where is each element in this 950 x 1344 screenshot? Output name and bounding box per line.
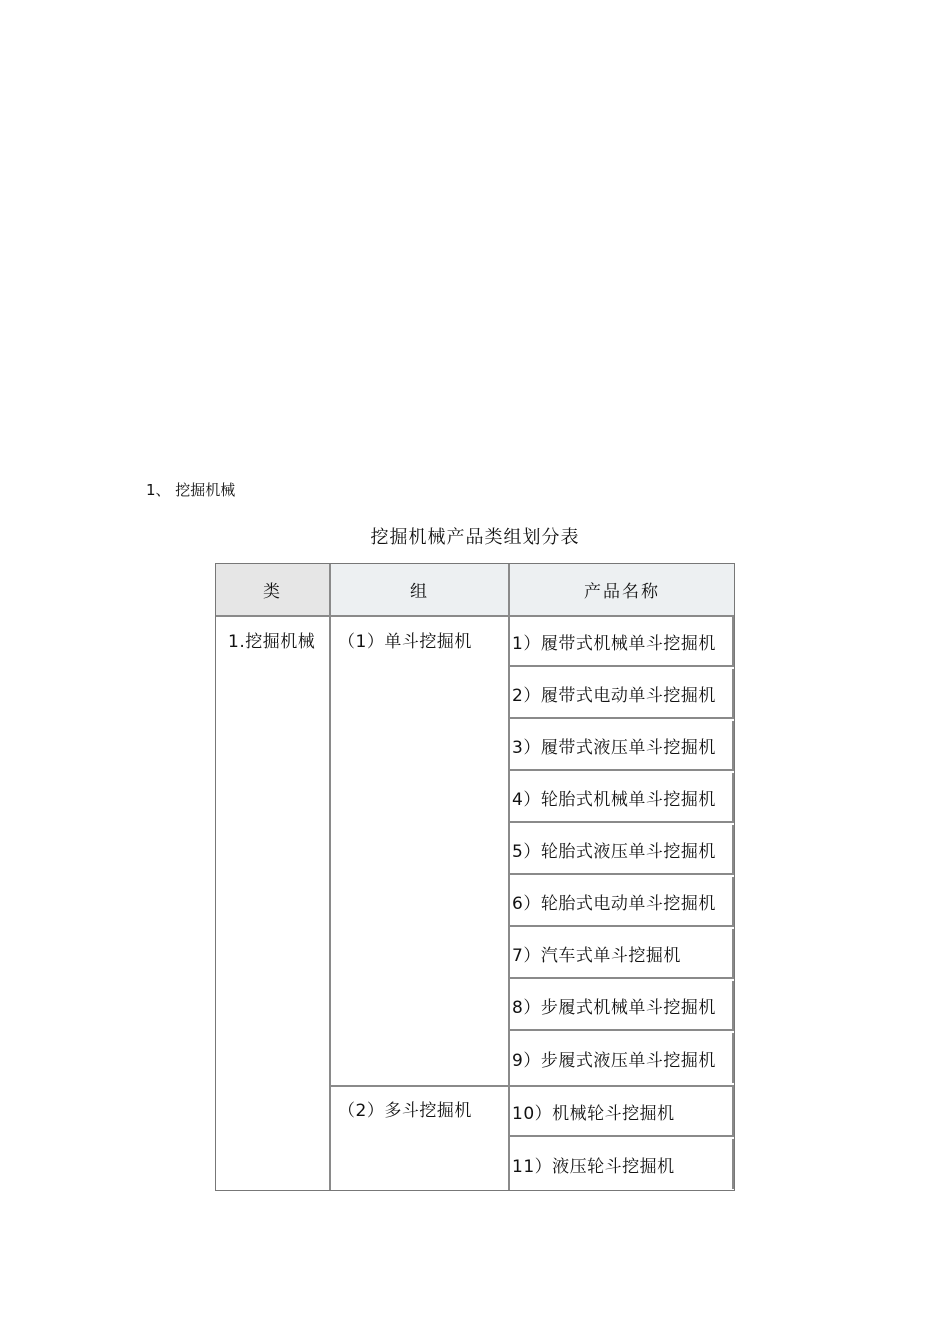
header-category: 类 bbox=[216, 564, 329, 615]
product-cell: 3）履带式液压单斗挖掘机 bbox=[510, 721, 734, 771]
classification-table bbox=[215, 563, 735, 1191]
product-cell: 2）履带式电动单斗挖掘机 bbox=[510, 669, 734, 719]
product-cell: 1）履带式机械单斗挖掘机 bbox=[510, 617, 734, 667]
product-cell: 10）机械轮斗挖掘机 bbox=[510, 1087, 734, 1137]
product-cell: 5）轮胎式液压单斗挖掘机 bbox=[510, 825, 734, 875]
header-group: 组 bbox=[331, 564, 508, 615]
header-product-name: 产品名称 bbox=[510, 564, 734, 615]
product-cell: 4）轮胎式机械单斗挖掘机 bbox=[510, 773, 734, 823]
group-cell-2: （2）多斗挖掘机 bbox=[338, 1101, 472, 1121]
product-cell: 11）液压轮斗挖掘机 bbox=[510, 1139, 734, 1189]
category-cell: 1.挖掘机械 bbox=[228, 632, 316, 652]
product-cell: 6）轮胎式电动单斗挖掘机 bbox=[510, 877, 734, 927]
table-title: 挖掘机械产品类组划分表 bbox=[370, 527, 580, 548]
product-cell: 9）步履式液压单斗挖掘机 bbox=[510, 1033, 734, 1083]
product-cell: 8）步履式机械单斗挖掘机 bbox=[510, 981, 734, 1031]
group-cell-1: （1）单斗挖掘机 bbox=[338, 632, 472, 652]
product-cell: 7）汽车式单斗挖掘机 bbox=[510, 929, 734, 979]
column-divider bbox=[329, 564, 331, 1190]
section-heading: 1、 挖掘机械 bbox=[146, 481, 236, 499]
